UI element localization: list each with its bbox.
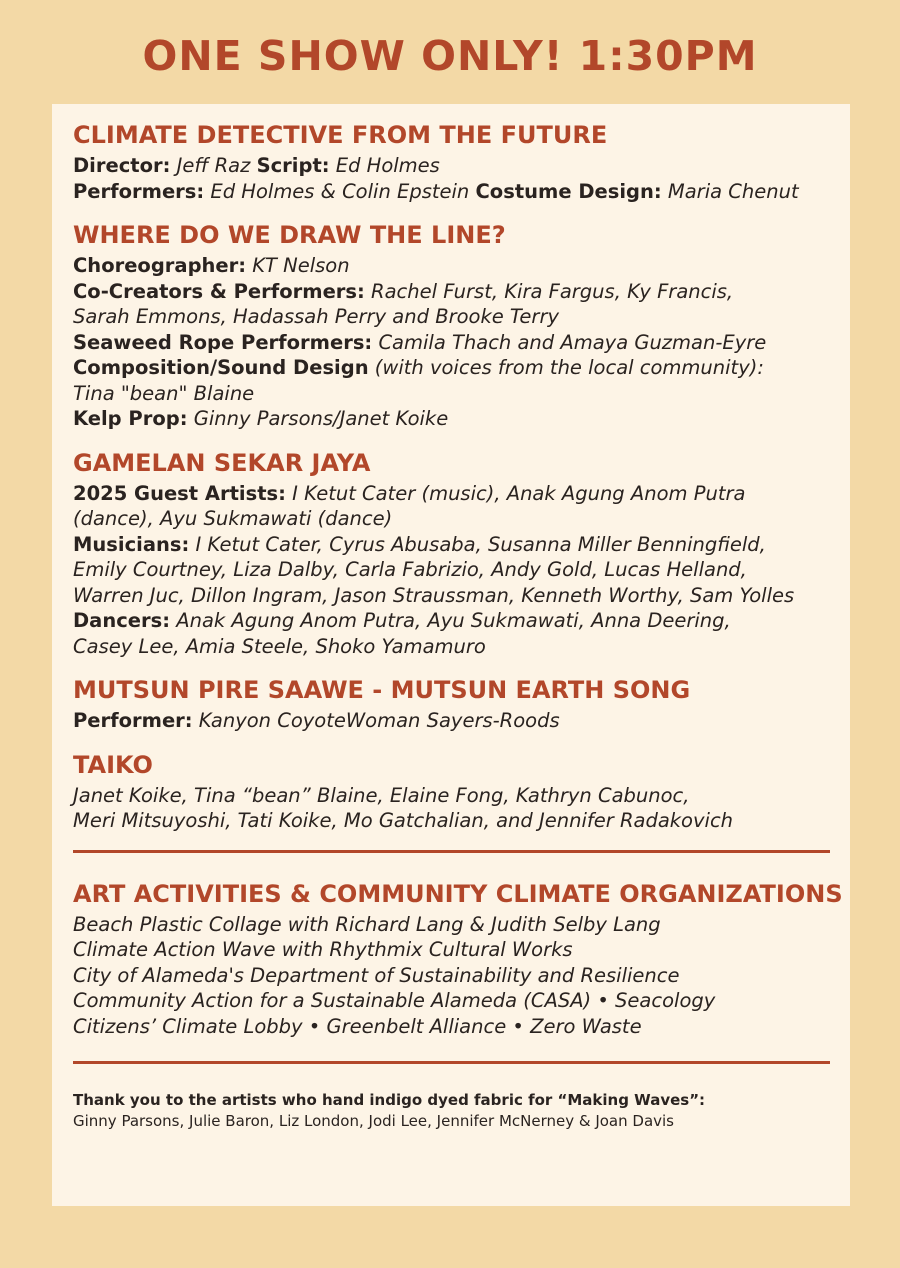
credit-value: Meri Mitsuyoshi, Tati Koike, Mo Gatchalian, and Jennifer Radakovich: [73, 809, 734, 832]
credit-line: [73, 330, 830, 356]
credit-label: Composition/Sound Design: [73, 356, 369, 379]
credit-value: Anak Agung Anom Putra, Ayu Sukmawati, Anna Deering,: [176, 609, 731, 632]
activity-line: Community Action for a Sustainable Alameda (CASA) • Seacology: [73, 989, 716, 1012]
credit-label: Dancers:: [73, 609, 171, 632]
credit-line: [73, 355, 830, 381]
performance-section: [73, 675, 830, 734]
performance-section: [73, 220, 830, 432]
section-title: ART ACTIVITIES & COMMUNITY CLIMATE ORGANIZATIONS: [73, 879, 843, 908]
activity-line: Beach Plastic Collage with Richard Lang & Judith Selby Lang: [73, 912, 661, 936]
credit-value: Camila Thach and Amaya Guzman-Eyre: [378, 330, 767, 354]
credit-value: Ed Holmes & Colin Epstein: [210, 179, 470, 203]
credit-label: Choreographer:: [73, 254, 247, 277]
thanks-heading: Thank you to the artists who hand indigo dyed fabric for “Making Waves”:: [73, 1091, 706, 1109]
credit-label: Costume Design:: [475, 179, 662, 203]
credit-line: [73, 532, 830, 558]
credit-label: Director:: [73, 154, 171, 177]
credit-line: [73, 406, 830, 432]
activity-line: City of Alameda's Department of Sustainability and Resilience: [73, 963, 680, 987]
section-title: MUTSUN PIRE SAAWE - MUTSUN EARTH SONG: [73, 676, 691, 704]
credit-value: Sarah Emmons, Hadassah Perry and Brooke Terry: [73, 305, 560, 328]
performance-section: [73, 448, 830, 660]
section-title: GAMELAN SEKAR JAYA: [73, 448, 371, 477]
divider: [73, 850, 830, 853]
performance-section: [73, 750, 830, 834]
credit-line: [73, 583, 830, 609]
section-title: TAIKO: [73, 750, 153, 779]
credit-value: Emily Courtney, Liza Dalby, Carla Fabrizio, Andy Gold, Lucas Helland,: [73, 558, 747, 581]
activity-line: Climate Action Wave with Rhythmix Cultural Works: [73, 938, 573, 961]
credit-value: KT Nelson: [252, 254, 350, 277]
credit-value: Kanyon CoyoteWoman Sayers-Roods: [198, 709, 560, 732]
activity-line: Citizens’ Climate Lobby • Greenbelt Alliance • Zero Waste: [73, 1014, 642, 1038]
credit-value: Casey Lee, Amia Steele, Shoko Yamamuro: [73, 634, 486, 658]
program-panel: [52, 104, 850, 1206]
credit-value: I Ketut Cater (music), Anak Agung Anom Putra: [292, 481, 746, 505]
credit-line: [73, 279, 830, 305]
credit-line: [73, 557, 830, 583]
credit-value: Maria Chenut: [667, 179, 799, 203]
credit-value: Rachel Furst, Kira Fargus, Ky Francis,: [371, 279, 734, 303]
credit-label: Musicians:: [73, 532, 190, 556]
headline: ONE SHOW ONLY! 1:30PM: [142, 32, 758, 80]
credit-line: [73, 808, 830, 834]
credit-value: Janet Koike, Tina “bean” Blaine, Elaine Fong, Kathryn Cabunoc,: [73, 783, 690, 807]
credit-line: [73, 506, 830, 532]
credit-line: [73, 708, 830, 734]
credit-label: Seaweed Rope Performers:: [73, 330, 373, 354]
credit-line: [73, 783, 830, 809]
performances-list: [73, 120, 830, 834]
credit-line: [73, 153, 830, 179]
section-title: CLIMATE DETECTIVE FROM THE FUTURE: [73, 121, 608, 149]
credit-line: [73, 608, 830, 634]
credit-value: Warren Juc, Dillon Ingram, Jason Straussman, Kenneth Worthy, Sam Yolles: [73, 583, 795, 607]
credit-line: [73, 381, 830, 407]
credit-line: [73, 481, 830, 507]
credit-line: [73, 253, 830, 279]
credit-value: Tina "bean" Blaine: [73, 381, 255, 405]
credit-label: Co-Creators & Performers:: [73, 279, 365, 303]
activities-section: [73, 879, 843, 1040]
credit-line: [73, 179, 830, 205]
credit-label: Script:: [256, 154, 330, 177]
credit-value: I Ketut Cater, Cyrus Abusaba, Susanna Miller Benningfield,: [195, 532, 766, 556]
credit-value: Ginny Parsons/Janet Koike: [193, 407, 449, 430]
credit-label: 2025 Guest Artists:: [73, 481, 286, 505]
credit-value: Jeff Raz: [176, 154, 251, 177]
credit-value: (with voices from the local community):: [374, 356, 764, 379]
section-title: WHERE DO WE DRAW THE LINE?: [73, 221, 506, 249]
credit-label: Performer:: [73, 709, 193, 732]
divider: [73, 1061, 830, 1064]
performance-section: [73, 120, 830, 204]
credit-label: Kelp Prop:: [73, 407, 188, 430]
credit-label: Performers:: [73, 179, 205, 203]
credit-line: [73, 304, 830, 330]
thanks-names: Ginny Parsons, Julie Baron, Liz London, Jodi Lee, Jennifer McNerney & Joan Davis: [73, 1112, 674, 1130]
credit-line: [73, 634, 830, 660]
credit-value: Ed Holmes: [335, 154, 440, 177]
credit-value: (dance), Ayu Sukmawati (dance): [73, 507, 393, 530]
thanks-note: [73, 1090, 830, 1132]
